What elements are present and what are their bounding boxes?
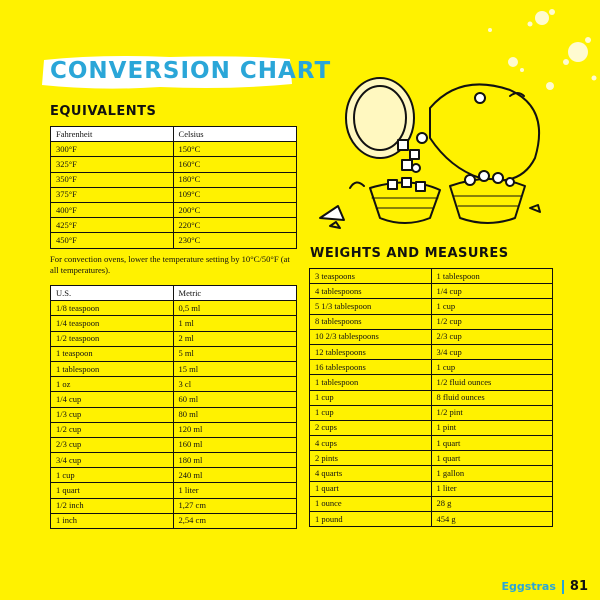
table-row: [310, 269, 553, 284]
cartoon-pot-pouring-food-icon: [310, 68, 550, 238]
table-cell: 4 cups: [310, 436, 432, 451]
table-cell: 180°C: [173, 172, 296, 187]
table-row: [51, 498, 297, 513]
table-cell: 15 ml: [173, 361, 296, 376]
table-cell: 1 liter: [431, 481, 552, 496]
page-title: CONVERSION CHART: [50, 58, 332, 84]
table-cell: 1 pound: [310, 512, 432, 527]
table-row: [51, 513, 297, 528]
table-header-cell: Metric: [173, 286, 296, 301]
table-cell: 3 teaspoons: [310, 269, 432, 284]
table-cell: 1 ml: [173, 316, 296, 331]
title-banner: [40, 54, 332, 90]
table-cell: 450°F: [51, 233, 174, 248]
page-number: 81: [569, 579, 588, 594]
table-cell: 1/3 cup: [51, 407, 174, 422]
table-cell: 1 teaspoon: [51, 346, 174, 361]
metric-table: [50, 285, 297, 529]
table-cell: 1 oz: [51, 377, 174, 392]
table-cell: 16 tablespoons: [310, 360, 432, 375]
table-row: [310, 299, 553, 314]
table-cell: 1/4 teaspoon: [51, 316, 174, 331]
table-cell: 109°C: [173, 187, 296, 202]
table-cell: 2 cups: [310, 420, 432, 435]
table-cell: 1 pint: [431, 420, 552, 435]
table-cell: 160°C: [173, 157, 296, 172]
table-cell: 1 quart: [51, 483, 174, 498]
table-row: [51, 233, 297, 248]
table-cell: 28 g: [431, 496, 552, 511]
table-cell: 1,27 cm: [173, 498, 296, 513]
weights-heading: WEIGHTS AND MEASURES: [310, 246, 509, 261]
table-cell: 1/2 cup: [51, 422, 174, 437]
table-cell: 350°F: [51, 172, 174, 187]
table-row: [51, 142, 297, 157]
table-cell: 2/3 cup: [431, 329, 552, 344]
table-cell: 325°F: [51, 157, 174, 172]
table-cell: 1 cup: [310, 390, 432, 405]
table-row: [310, 466, 553, 481]
table-row: [51, 202, 297, 217]
table-cell: 1 inch: [51, 513, 174, 528]
table-cell: 1 quart: [431, 451, 552, 466]
table-row: [51, 331, 297, 346]
table-cell: 3 cl: [173, 377, 296, 392]
table-header-row: [51, 286, 297, 301]
table-cell: 240 ml: [173, 468, 296, 483]
table-row: [310, 329, 553, 344]
table-cell: 1/2 fluid ounces: [431, 375, 552, 390]
table-row: [51, 453, 297, 468]
table-row: [310, 420, 553, 435]
table-row: [310, 481, 553, 496]
table-row: [51, 316, 297, 331]
footer: [501, 579, 588, 594]
table-cell: 400°F: [51, 202, 174, 217]
table-cell: 2 pints: [310, 451, 432, 466]
table-cell: 5 1/3 tablespoon: [310, 299, 432, 314]
table-cell: 454 g: [431, 512, 552, 527]
table-cell: 1/4 cup: [51, 392, 174, 407]
table-cell: 1 liter: [173, 483, 296, 498]
table-row: [51, 301, 297, 316]
table-row: [310, 390, 553, 405]
table-cell: 300°F: [51, 142, 174, 157]
table-row: [51, 468, 297, 483]
table-row: [310, 375, 553, 390]
table-row: [51, 361, 297, 376]
table-cell: 1/2 pint: [431, 405, 552, 420]
table-cell: 375°F: [51, 187, 174, 202]
table-cell: 8 fluid ounces: [431, 390, 552, 405]
table-cell: 1 ounce: [310, 496, 432, 511]
table-cell: 1 cup: [431, 360, 552, 375]
table-cell: 1 cup: [51, 468, 174, 483]
table-cell: 4 tablespoons: [310, 284, 432, 299]
table-cell: 12 tablespoons: [310, 344, 432, 359]
table-row: [51, 187, 297, 202]
table-header-row: [51, 127, 297, 142]
table-cell: 1/2 inch: [51, 498, 174, 513]
table-row: [51, 157, 297, 172]
table-header-cell: Fahrenheit: [51, 127, 174, 142]
table-row: [310, 451, 553, 466]
table-cell: 1 quart: [310, 481, 432, 496]
table-cell: 1 tablespoon: [51, 361, 174, 376]
table-row: [51, 422, 297, 437]
table-cell: 120 ml: [173, 422, 296, 437]
table-cell: 1 gallon: [431, 466, 552, 481]
table-row: [310, 284, 553, 299]
table-cell: 3/4 cup: [51, 453, 174, 468]
table-cell: 1/8 teaspoon: [51, 301, 174, 316]
table-cell: 10 2/3 tablespoons: [310, 329, 432, 344]
table-cell: 1 tablespoon: [310, 375, 432, 390]
table-cell: 5 ml: [173, 346, 296, 361]
table-cell: 80 ml: [173, 407, 296, 422]
weights-table: [309, 268, 553, 527]
table-cell: 1 cup: [310, 405, 432, 420]
equivalents-heading: EQUIVALENTS: [50, 104, 157, 119]
table-cell: 2/3 cup: [51, 437, 174, 452]
table-cell: 230°C: [173, 233, 296, 248]
table-cell: 160 ml: [173, 437, 296, 452]
divider: [562, 580, 564, 594]
table-cell: 3/4 cup: [431, 344, 552, 359]
convection-note: For convection ovens, lower the temperature setting by 10°C/50°F (at all temperatures).: [50, 254, 290, 275]
table-row: [51, 437, 297, 452]
table-cell: 180 ml: [173, 453, 296, 468]
table-row: [310, 405, 553, 420]
table-cell: 4 quarts: [310, 466, 432, 481]
table-row: [310, 360, 553, 375]
table-row: [51, 218, 297, 233]
table-row: [51, 392, 297, 407]
table-cell: 1/2 cup: [431, 314, 552, 329]
table-row: [310, 512, 553, 527]
table-header-cell: U.S.: [51, 286, 174, 301]
table-cell: 150°C: [173, 142, 296, 157]
section-name: Eggstras: [501, 580, 556, 593]
table-cell: 8 tablespoons: [310, 314, 432, 329]
table-row: [310, 344, 553, 359]
table-cell: 220°C: [173, 218, 296, 233]
table-row: [310, 314, 553, 329]
table-row: [51, 377, 297, 392]
table-cell: 1 quart: [431, 436, 552, 451]
table-row: [51, 483, 297, 498]
table-cell: 0,5 ml: [173, 301, 296, 316]
table-cell: 1/4 cup: [431, 284, 552, 299]
table-cell: 1/2 teaspoon: [51, 331, 174, 346]
table-cell: 1 tablespoon: [431, 269, 552, 284]
table-cell: 60 ml: [173, 392, 296, 407]
table-cell: 2,54 cm: [173, 513, 296, 528]
temperature-table: [50, 126, 297, 249]
table-cell: 200°C: [173, 202, 296, 217]
table-row: [51, 346, 297, 361]
table-row: [51, 172, 297, 187]
table-cell: 1 cup: [431, 299, 552, 314]
table-row: [310, 436, 553, 451]
table-row: [310, 496, 553, 511]
table-row: [51, 407, 297, 422]
table-cell: 425°F: [51, 218, 174, 233]
table-cell: 2 ml: [173, 331, 296, 346]
table-header-cell: Celsius: [173, 127, 296, 142]
